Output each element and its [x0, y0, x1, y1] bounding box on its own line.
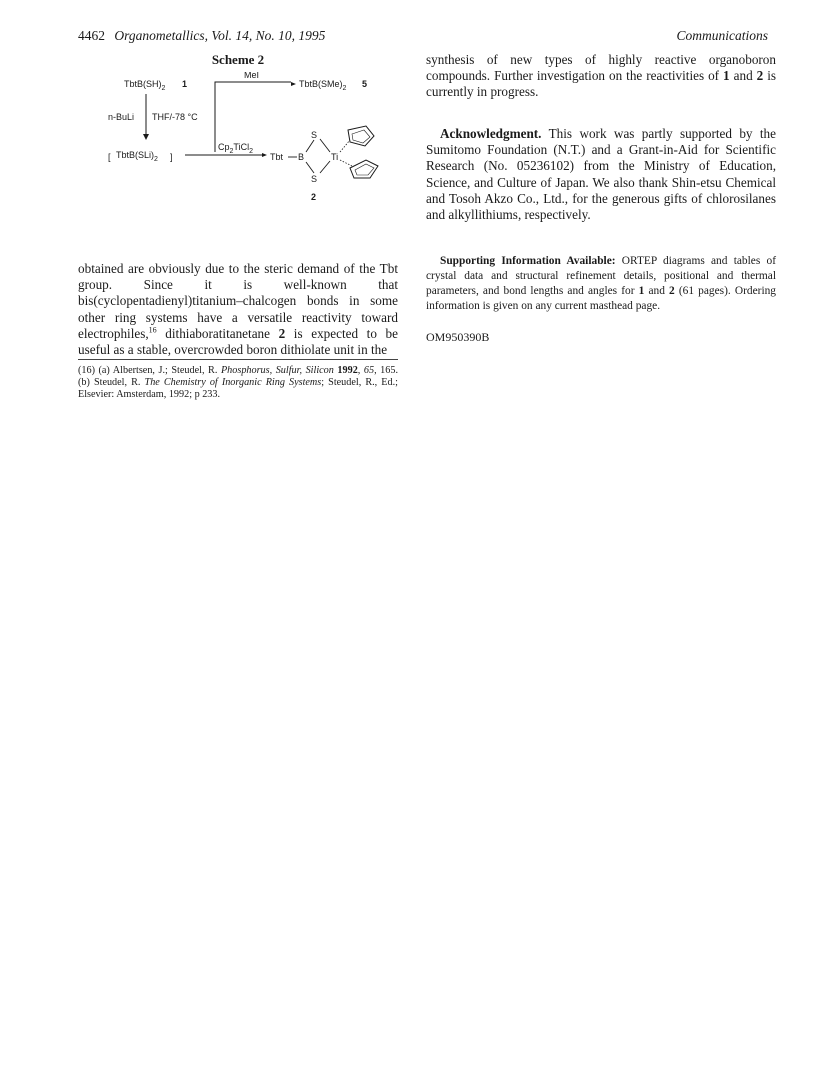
tbt-label: Tbt: [270, 152, 284, 163]
bracket-right: ]: [170, 152, 173, 163]
titanium-label: Ti: [331, 152, 339, 163]
compound-1-number: 1: [182, 79, 188, 90]
compound-1-formula: $TbtB(SH)_2$: [124, 79, 166, 93]
reagent-nbuli: n-BuLi: [108, 112, 135, 123]
arrow-head-top: [291, 82, 296, 86]
conclusion-paragraph: synthesis of new types of highly reactive organoboron compounds. Further investigation on the reactivities of 1 and 2 is currently in progress.: [426, 52, 777, 100]
page-number: 4462: [78, 28, 105, 43]
s-ti-bond-bottom: [320, 161, 330, 173]
journal-citation: Organometallics, Vol. 14, No. 10, 1995: [114, 28, 326, 43]
compound-2-number: 2: [311, 192, 317, 203]
conditions-thf: THF/-78 °C: [152, 112, 198, 123]
supporting-information-paragraph: Supporting Information Available: ORTEP diagrams and tables of crystal data and structural refinement details, positional and thermal parameters, and bond lengths and angles for 1 and 2 (61 pages). Ordering information is given on any current masthead page.: [426, 255, 776, 312]
supporting-information-heading: Supporting Information Available:: [440, 255, 616, 267]
acknowledgment-heading: Acknowledgment.: [440, 126, 542, 141]
reagent-mei: MeI: [244, 72, 260, 81]
reaction-scheme: [78, 72, 398, 212]
compound-5-number: 5: [362, 79, 368, 90]
sulfur-bottom: S: [311, 174, 318, 185]
s-ti-bond-top: [320, 139, 330, 152]
acknowledgment-paragraph: Acknowledgment. This work was partly supported by the Sumitomo Foundation (N.T.) and a Grant-in-Aid for Scientific Research (No. 05236102) from the Ministry of Education, Science, and Culture of Japan. We also thank Shin-etsu Chemical and Tosoh Akzo Co., Ltd., for the generous gifts of chlorosilanes and alkyllithiums, respectively.: [426, 126, 776, 223]
running-header: [78, 28, 768, 46]
arrow-head-bottom: [262, 153, 267, 157]
manuscript-id: OM950390B: [426, 330, 490, 344]
reaction-scheme-drawing: [78, 72, 398, 212]
cyclopentadienyl-bottom: [340, 160, 378, 178]
footnote-16: (16) (a) Albertsen, J.; Steudel, R. Phosphorus, Sulfur, Silicon 1992, 65, 165. (b) Steudel, R. The Chemistry of Inorganic Ring Systems; Steudel, R., Ed.; Elsevier: Amsterdam, 1992; p 233.: [78, 365, 398, 400]
boron-label: B: [298, 152, 305, 163]
b-s-bond-bottom: [306, 162, 314, 173]
body-paragraph-left: obtained are obviously due to the steric demand of the Tbt group. Since it is well-known that bis(cyclopentadienyl)titanium–chalcogen bonds in some other ring systems have a versatile reactivity toward electrophiles,$^{16}$ dithiaboratitanetane 2 is expected to be useful as a stable, overcrowded boron dithiolate unit in the: [78, 261, 398, 358]
sulfur-top: S: [311, 130, 318, 141]
section-label: Communications: [676, 28, 768, 43]
reagent-cp2ticl2: $Cp_2TiCl_2$: [218, 142, 253, 156]
branch-line-top: [215, 82, 291, 86]
b-s-bond-top: [306, 140, 314, 152]
left-column: [78, 52, 398, 400]
reference-superscript: 16: [148, 325, 157, 335]
compound-5-formula: $TbtB(SMe)_2$: [299, 79, 347, 93]
intermediate-formula: $TbtB(SLi)_2$: [116, 150, 158, 164]
bracket-left: [: [108, 152, 111, 163]
cyclopentadienyl-top: [340, 126, 374, 152]
scheme-title: Scheme 2: [211, 52, 265, 67]
arrow-head-down: [143, 134, 149, 140]
footnote-divider: [78, 359, 398, 360]
